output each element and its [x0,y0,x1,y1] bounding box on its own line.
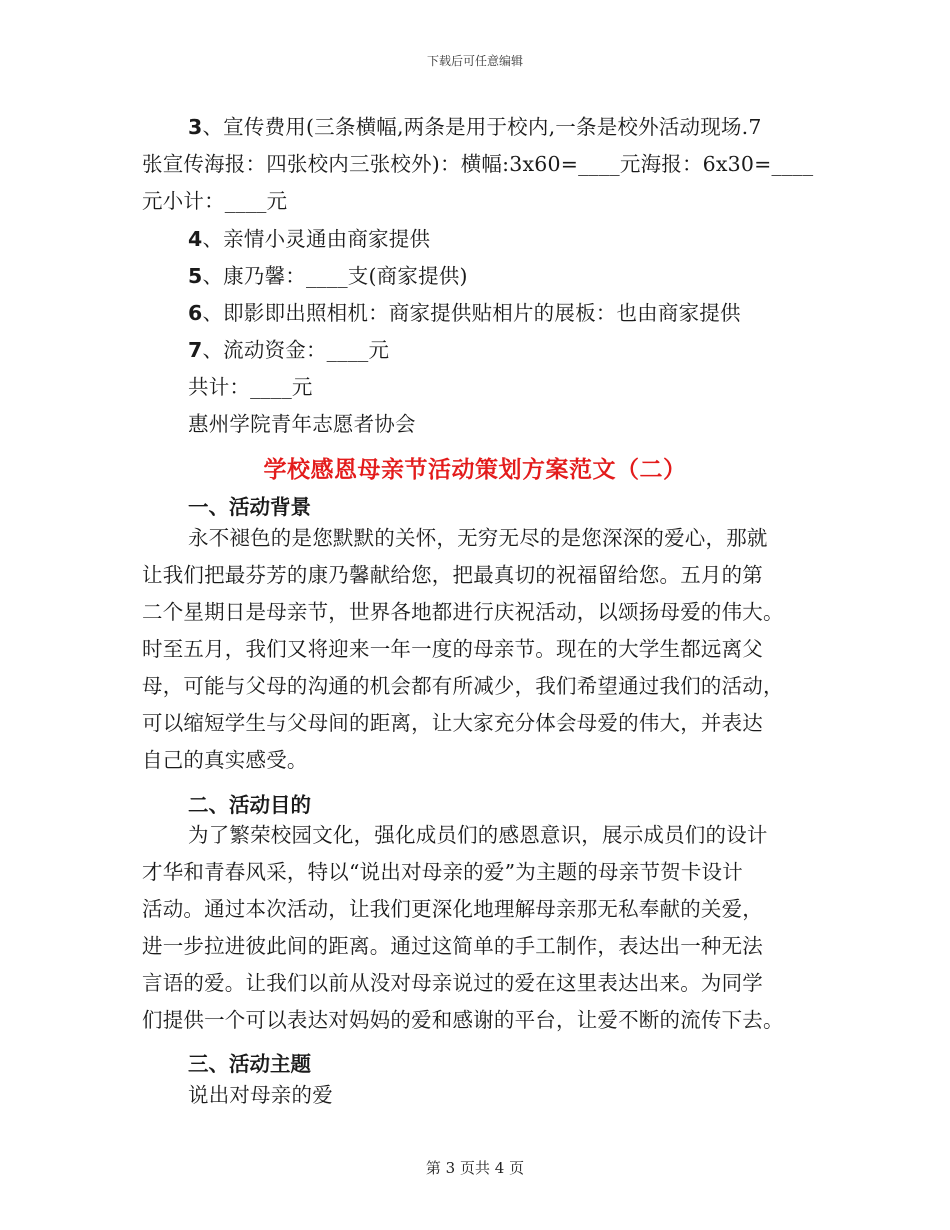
paragraph-line: 让我们把最芬芳的康乃馨献给您，把最真切的祝福留给您。五月的第 [142,563,763,587]
list-item [188,340,389,361]
item-number: 7 [188,338,203,362]
item-text: 、亲情小灵通由商家提供 [202,227,431,251]
paragraph-line: 说出对母亲的爱 [188,1083,333,1107]
page-footer: 第 3 页共 4 页 [425,1159,525,1177]
paragraph-line: 言语的爱。让我们以前从没对母亲说过的爱在这里表达出来。为同学 [142,971,763,995]
section-heading: 一、活动背景 [188,495,311,519]
paragraph-line: 时至五月，我们又将迎来一年一度的母亲节。现在的大学生都远离父 [142,637,763,661]
list-item-continued: 张宣传海报：四张校内三张校外)：横幅:3x60=____元海报：6x30=____ [142,152,814,176]
item-text: 、流动资金：____元 [202,338,390,362]
paragraph-line: 为了繁荣校园文化，强化成员们的感恩意识，展示成员们的设计 [188,823,768,847]
total-line: 共计：____元 [188,375,313,399]
item-number: 4 [188,227,203,251]
list-item [188,229,430,250]
paragraph-line: 二个星期日是母亲节，世界各地都进行庆祝活动，以颂扬母爱的伟大。 [142,600,784,624]
document-title: 学校感恩母亲节活动策划方案范文（二） [263,457,687,483]
list-item [188,117,762,138]
page-header: 下载后可任意编辑 [426,54,523,68]
item-text: 、康乃馨：____支(商家提供) [202,264,468,288]
item-number: 3 [188,115,203,139]
paragraph-line: 永不褪色的是您默默的关怀，无穷无尽的是您深深的爱心，那就 [188,526,768,550]
list-item-continued: 元小计：____元 [142,189,288,213]
paragraph-line: 才华和青春风采，特以“说出对母亲的爱”为主题的母亲节贺卡设计 [142,860,743,884]
paragraph-line: 活动。通过本次活动，让我们更深化地理解母亲那无私奉献的关爱， [142,897,763,921]
organization-name: 惠州学院青年志愿者协会 [188,412,416,436]
paragraph-line: 母，可能与父母的沟通的机会都有所减少，我们希望通过我们的活动， [142,674,784,698]
paragraph-line: 可以缩短学生与父母间的距离，让大家充分体会母爱的伟大，并表达 [142,711,763,735]
list-item [188,266,468,287]
paragraph-line: 们提供一个可以表达对妈妈的爱和感谢的平台，让爱不断的流传下去。 [142,1008,784,1032]
list-item [188,303,741,324]
item-number: 6 [188,301,203,325]
paragraph-line: 自己的真实感受。 [142,748,308,772]
paragraph-line: 进一步拉进彼此间的距离。通过这简单的手工制作，表达出一种无法 [142,934,763,958]
item-number: 5 [188,264,203,288]
section-heading: 二、活动目的 [188,793,311,817]
item-text: 、即影即出照相机：商家提供贴相片的展板：也由商家提供 [202,301,741,325]
item-text: 、宣传费用(三条横幅,两条是用于校内,一条是校外活动现场.7 [202,115,762,139]
section-heading: 三、活动主题 [188,1052,311,1076]
